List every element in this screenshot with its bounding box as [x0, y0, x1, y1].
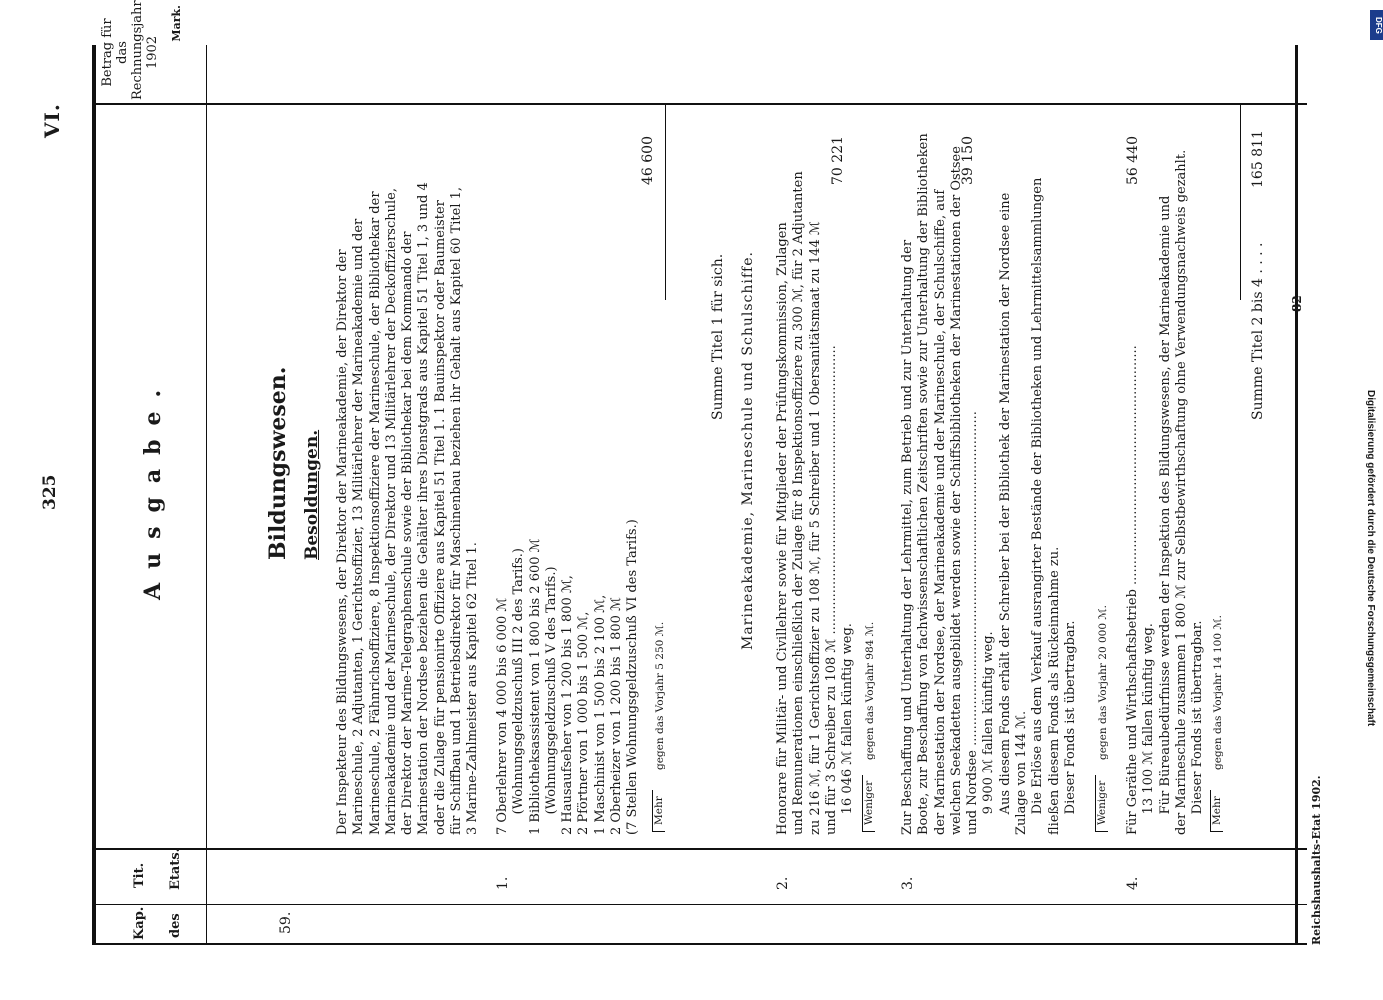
- titel-number: 4.: [1125, 876, 1141, 890]
- titel-amount: 39 150: [960, 136, 976, 185]
- footer-reference: Reichshaushalts-Etat 1902.: [1310, 775, 1323, 945]
- sum-amount: 165 811: [1250, 130, 1266, 188]
- titel-amount: 46 600: [640, 136, 656, 185]
- page-heading: Ausgabe.: [140, 375, 166, 600]
- change-note-text: gegen das Vorjahr 20 000 ℳ.: [1097, 605, 1109, 760]
- col-header-kap: Kap.: [132, 906, 147, 940]
- titel-number: 1.: [495, 876, 511, 890]
- change-note-text: gegen das Vorjahr 984 ℳ.: [864, 621, 876, 760]
- amount-col-rule: [92, 103, 1307, 105]
- titel-amount: 70 221: [830, 136, 846, 185]
- change-note: Weniger: [862, 775, 875, 832]
- dfg-logo: DFG: [1370, 10, 1383, 40]
- page-number: 325: [40, 474, 60, 510]
- dfg-notice: Digitalisierung gefördert durch die Deutsche Forschungsgemeinschaft: [1365, 390, 1376, 727]
- change-note-text: gegen das Vorjahr 5 250 ℳ.: [654, 621, 666, 770]
- amount-column-header: Betrag für das Rechnungsjahr 1902: [100, 0, 160, 100]
- top-rule: [92, 45, 96, 945]
- change-note-text: gegen das Vorjahr 14 100 ℳ.: [1212, 615, 1224, 770]
- change-note: Weniger: [1095, 775, 1108, 832]
- amount-unit: Mark.: [170, 5, 183, 42]
- titel-text: Zur Beschaffung und Unterhaltung der Lehrmittel, zum Betrieb und zur Unterhaltung der Boote, zur Beschaffung von fachwissenschaftlichen Zeitschriften sowie zur Unterhaltung der Bibliotheken der Marinestation der Nordsee, der Marineakademie und der Marineschule, der Schulschiffe, auf welchen Seekadetten ausgebildet werden sowie der Schiffsbibliotheken der Marinestationen der Ostsee und Nordsee ................................................................................. 9 900 ℳ fallen künftig weg. Aus diesem Fonds erhält der Schreiber bei der Bibliothek der Marinestation der Nordsee eine Zulage von 144 ℳ. Die Erlöse aus dem Verkauf ausrangirter Bestände der Bibliotheken und Lehrmittelsammlungen fließen diesem Fonds als Rückeinnahme zu. Dieser Fonds ist übertragbar.: [900, 133, 1078, 835]
- intro-paragraph: Der Inspekteur des Bildungswesens, der Direktor der Marineakademie, der Direktor der Marineschule, 2 Adjutanten, 1 Gerichtsoffizier, 13 Militärlehrer der Marineakademie und der Marineschule, 2 Fähnrichsoffiziere, 8 Inspektionsoffiziere der Marineschule, der Bibliothekar der Marineakademie und der Marineschule, der Direktor und 13 Militärlehrer der Deckoffizierschule, der Direktor der Marine-Telegraphenschule sowie der Bibliothekar bei dem Kommando der Marinestation der Nordsee beziehen die Gehälter ihres Dienstgrads aus Kapitel 51 Titel 1, 3 und 4 oder die Zulage für pensionirte Offiziere aus Kapitel 51 Titel 1. 1 Bauinspektor oder Baumeister für Schiffbau und 1 Betriebsdirektor für Maschinenbau beziehen ihr Gehalt aus Kapitel 60 Titel 1, 3 Marine-Zahlmeister aus Kapitel 62 Titel 1.: [335, 182, 481, 835]
- col-header-tit: Tit.: [132, 862, 147, 888]
- header-rule: [206, 45, 207, 945]
- chapter-subtitle: Besoldungen.: [302, 429, 322, 560]
- bottom-rule: [1295, 45, 1298, 945]
- change-note: Mehr: [652, 790, 665, 832]
- titel-text: 7 Oberlehrer von 4 000 bis 6 000 ℳ (Wohnungsgeldzuschuß III 2 des Tarifs.) 1 Bibliotheksassistent von 1 800 bis 2 600 ℳ (Wohnungsgeldzuschuß V des Tarifs.) 2 Hausaufseher von 1 200 bis 1 800 ℳ, 2 Pförtner von 1 000 bis 1 500 ℳ, 1 Maschinist von 1 500 bis 2 100 ℳ, 2 Oberheizer von 1 200 bis 1 800 ℳ (7 Stellen Wohnungsgeldzuschuß VI des Tarifs.): [495, 519, 641, 835]
- subsection-heading: Marineakademie, Marineschule und Schulschiffe.: [740, 251, 756, 650]
- chapter-title: Bildungswesen.: [265, 366, 291, 560]
- col-header-etats: Etats.: [168, 847, 183, 890]
- left-rule: [92, 943, 1307, 945]
- kap-col-rule: [92, 904, 1307, 905]
- titel-amount: 56 440: [1125, 136, 1141, 185]
- sum-rule: [1240, 105, 1241, 300]
- footer-page-number: 82: [1290, 295, 1304, 312]
- section-mark: VI.: [40, 103, 64, 138]
- sum-line: Summe Titel 1 für sich.: [710, 253, 726, 420]
- titel-text: Honorare für Militär- und Civillehrer sowie für Mitglieder der Prüfungskommission, Zulagen und Remunerationen einschließlich der Zulage für 8 Inspektionsoffiziere zu 300 ℳ, für 2 Adjutanten zu 216 ℳ, für 1 Gerichtsoffizier zu 108 ℳ, für 5 Schreiber und 1 Obersanitätsmaat zu 144 ℳ und für 3 Schreiber zu 108 ℳ ...................................................................... 16 046 ℳ fallen künftig weg.: [775, 171, 856, 835]
- col-header-des: des: [168, 913, 183, 938]
- change-note: Mehr: [1210, 790, 1223, 832]
- titel-number: 2.: [775, 876, 791, 890]
- sum-rule: [665, 105, 666, 300]
- chapter-number: 59.: [278, 911, 294, 934]
- sum-line: Summe Titel 2 bis 4 . . . .: [1250, 242, 1266, 420]
- titel-number: 3.: [900, 876, 916, 890]
- titel-text: Für Geräthe und Wirthschaftsbetrieb .......................................................... 13 100 ℳ fallen künftig weg. Für Büreaubedürfnisse werden der Inspektion des Bildungswesens, der Marineakademie und der Marineschule zusammen 1 800 ℳ zur Selbstbewirthschaftung ohne Verwendungsnachweis gezahlt. Dieser Fonds ist übertragbar.: [1125, 149, 1206, 835]
- tit-col-rule: [92, 848, 1307, 850]
